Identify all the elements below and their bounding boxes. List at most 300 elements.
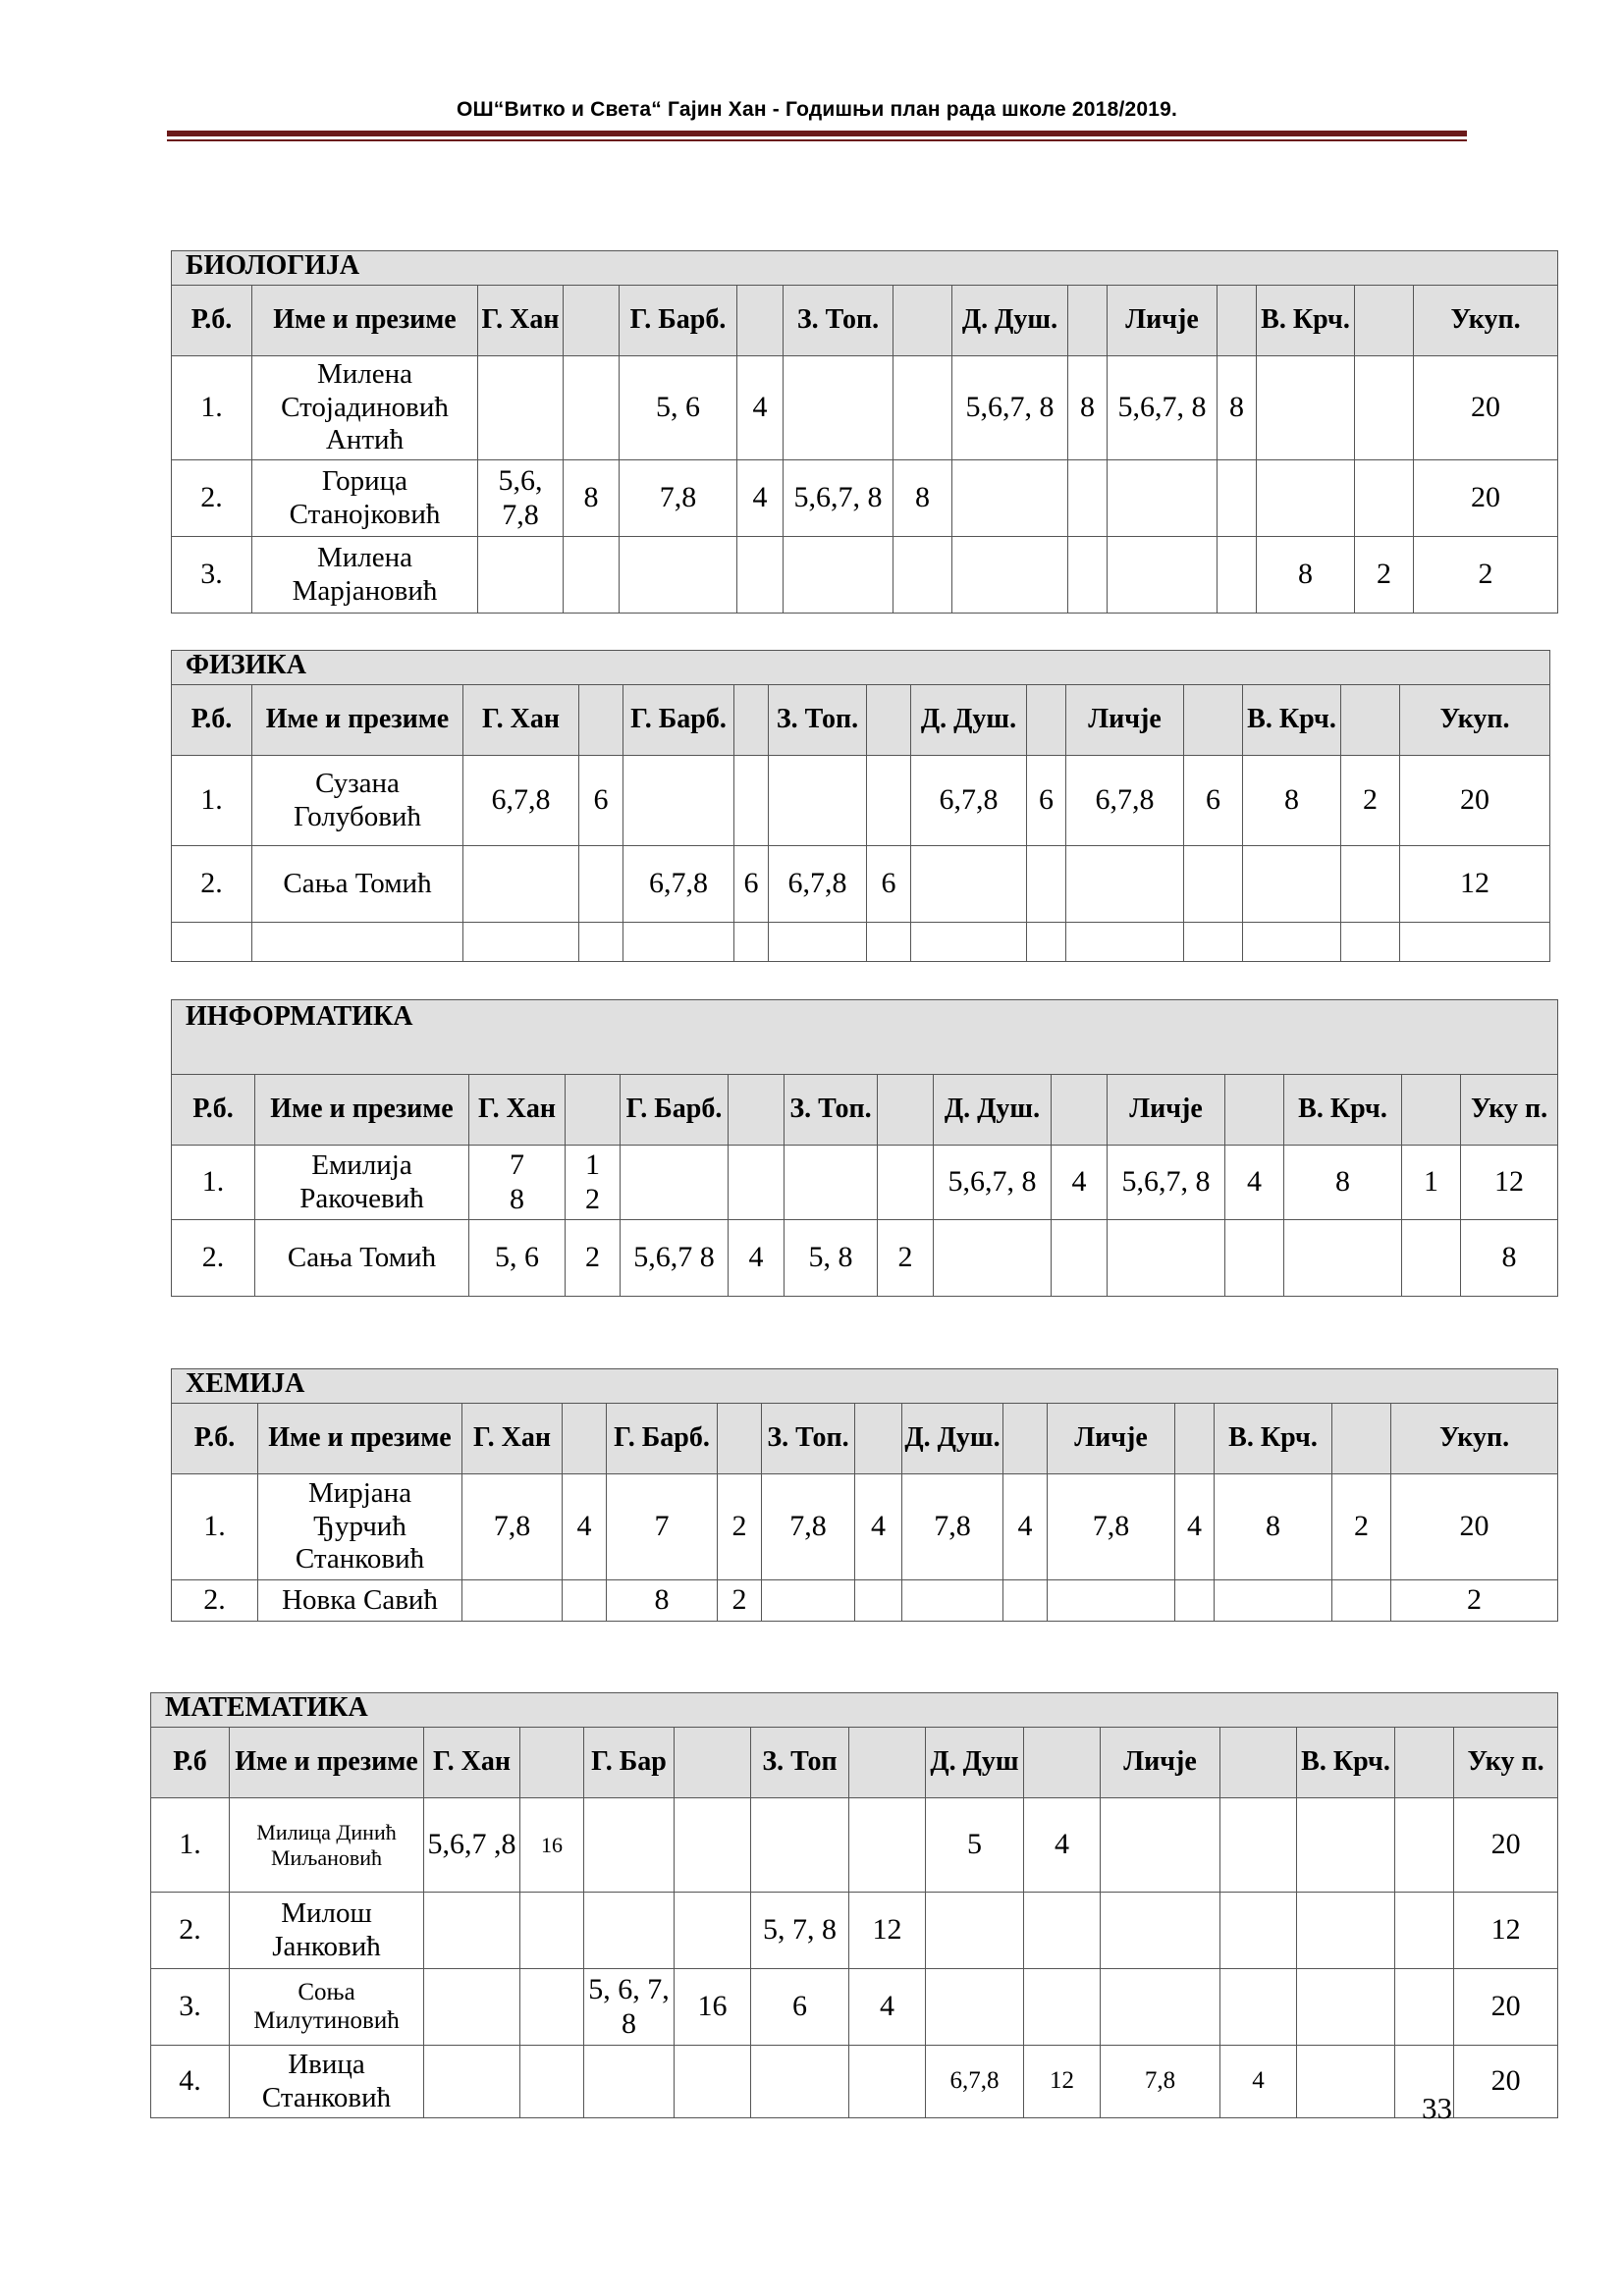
table-cell: 2. bbox=[172, 1580, 258, 1622]
page-header-title: ОШ“Витко и Света“ Гајин Хан - Годишњи план рада школе 2018/2019. bbox=[456, 98, 1178, 121]
table-cell bbox=[1297, 1969, 1395, 2046]
table-cell: 6,7,8 bbox=[463, 756, 579, 846]
table-cell-empty bbox=[734, 685, 769, 756]
table-cell: Сања Томић bbox=[252, 846, 463, 923]
table-cell-empty bbox=[1027, 685, 1066, 756]
table-row bbox=[151, 1969, 1558, 2046]
table-cell bbox=[1355, 356, 1414, 460]
table-cell bbox=[675, 2046, 751, 2118]
table-cell bbox=[424, 2046, 520, 2118]
col-header-school: Д. Душ. bbox=[911, 685, 1027, 756]
table-cell bbox=[1024, 1893, 1101, 1969]
col-header-school: Г. Барб. bbox=[623, 685, 734, 756]
table-cell bbox=[564, 537, 620, 614]
table-cell bbox=[902, 1580, 1003, 1622]
table-cell: 3. bbox=[151, 1969, 230, 2046]
table-cell: 1 2 bbox=[566, 1146, 621, 1220]
table-cell bbox=[1402, 1220, 1461, 1297]
table-cell: 1. bbox=[172, 1146, 255, 1220]
table-cell bbox=[579, 846, 623, 923]
table-cell bbox=[1108, 537, 1218, 614]
table-cell bbox=[784, 356, 893, 460]
col-header-school: Г. Бар bbox=[584, 1728, 675, 1798]
table-cell bbox=[1332, 1580, 1391, 1622]
table-cell bbox=[769, 756, 867, 846]
table-cell bbox=[952, 537, 1068, 614]
table-cell: 5, 8 bbox=[785, 1220, 878, 1297]
table-cell-empty bbox=[1402, 1075, 1461, 1146]
table-cell: 8 bbox=[1284, 1146, 1402, 1220]
table-cell bbox=[867, 756, 911, 846]
table-cell-empty bbox=[729, 1075, 785, 1146]
table-cell: 3. bbox=[172, 537, 252, 614]
table-cell-empty bbox=[1027, 923, 1066, 962]
table-row-empty bbox=[172, 923, 1550, 962]
col-header-rb: Р.б. bbox=[172, 1404, 258, 1474]
table-cell-empty bbox=[1341, 923, 1400, 962]
table-cell-empty bbox=[1400, 923, 1550, 962]
col-header-school: Личје bbox=[1101, 1728, 1220, 1798]
table-cell: 4 bbox=[737, 460, 784, 537]
table-cell: 4 bbox=[1003, 1474, 1048, 1580]
table-cell: 12 bbox=[1024, 2046, 1101, 2118]
table-cell: 2 bbox=[1332, 1474, 1391, 1580]
table-cell bbox=[584, 1893, 675, 1969]
table-cell bbox=[1215, 1580, 1332, 1622]
table-cell bbox=[1108, 460, 1218, 537]
col-header-name: Име и презиме bbox=[230, 1728, 424, 1798]
table-cell: 8 bbox=[893, 460, 952, 537]
table-cell: 5 bbox=[926, 1798, 1024, 1893]
table-cell-empty bbox=[252, 923, 463, 962]
col-header-school: Д. Душ bbox=[926, 1728, 1024, 1798]
table-cell-empty bbox=[737, 286, 784, 356]
col-header-school: Г. Хан bbox=[462, 1404, 563, 1474]
table-cell-empty bbox=[1175, 1404, 1215, 1474]
table-cell: 7,8 bbox=[902, 1474, 1003, 1580]
table-cell-empty bbox=[1024, 1728, 1101, 1798]
table-cell-empty bbox=[172, 923, 252, 962]
table-cell bbox=[584, 2046, 675, 2118]
col-header-school: В. Крч. bbox=[1284, 1075, 1402, 1146]
table-cell bbox=[1048, 1580, 1175, 1622]
table-cell-empty bbox=[1184, 685, 1243, 756]
table-cell bbox=[785, 1146, 878, 1220]
table-cell: Милош Јанковић bbox=[230, 1893, 424, 1969]
table-row bbox=[172, 1220, 1558, 1297]
table-cell bbox=[1068, 460, 1108, 537]
table-cell bbox=[784, 537, 893, 614]
table-cell bbox=[1395, 1969, 1454, 2046]
table-cell: 12 bbox=[849, 1893, 926, 1969]
table-cell: 2 bbox=[1391, 1580, 1558, 1622]
col-header-school: Г. Барб. bbox=[607, 1404, 718, 1474]
table-cell: 20 bbox=[1454, 1969, 1558, 2046]
table-cell: 4. bbox=[151, 2046, 230, 2118]
table-cell bbox=[1218, 537, 1257, 614]
table-cell-empty bbox=[463, 923, 579, 962]
table-cell-empty bbox=[769, 923, 867, 962]
table-cell: 12 bbox=[1400, 846, 1550, 923]
col-header-school: З. Топ. bbox=[769, 685, 867, 756]
table-cell-empty bbox=[623, 923, 734, 962]
table-cell bbox=[520, 2046, 584, 2118]
table-cell bbox=[849, 2046, 926, 2118]
table-cell bbox=[1355, 460, 1414, 537]
table-cell-empty bbox=[563, 1404, 607, 1474]
table-cell: 8 bbox=[564, 460, 620, 537]
table-cell-empty bbox=[1003, 1404, 1048, 1474]
section-title: ФИЗИКА bbox=[172, 651, 1550, 685]
table-cell bbox=[926, 1893, 1024, 1969]
table-cell bbox=[1027, 846, 1066, 923]
col-header-school: В. Крч. bbox=[1297, 1728, 1395, 1798]
table-cell: 1. bbox=[172, 1474, 258, 1580]
table-cell bbox=[1220, 1893, 1297, 1969]
table-cell bbox=[1101, 1969, 1220, 2046]
table-cell bbox=[1220, 1969, 1297, 2046]
table-cell: 4 bbox=[1175, 1474, 1215, 1580]
table-cell bbox=[911, 846, 1027, 923]
table-cell bbox=[737, 537, 784, 614]
table-cell-empty bbox=[849, 1728, 926, 1798]
col-header-total: Укуп. bbox=[1400, 685, 1550, 756]
table-cell: 6 bbox=[734, 846, 769, 923]
table-row bbox=[151, 1893, 1558, 1969]
table-cell: 4 bbox=[1225, 1146, 1284, 1220]
table-cell bbox=[1218, 460, 1257, 537]
table-cell: 6,7,8 bbox=[623, 846, 734, 923]
table-cell: 4 bbox=[1024, 1798, 1101, 1893]
table-cell: 4 bbox=[729, 1220, 785, 1297]
table-cell-empty bbox=[867, 923, 911, 962]
table-cell: Сузана Голубовић bbox=[252, 756, 463, 846]
table-cell-empty bbox=[579, 923, 623, 962]
col-header-school: Г. Хан bbox=[424, 1728, 520, 1798]
table-row bbox=[172, 1474, 1558, 1580]
table-cell: 5, 6 bbox=[469, 1220, 566, 1297]
table-cell-empty bbox=[1068, 286, 1108, 356]
table-cell-empty bbox=[564, 286, 620, 356]
table-cell bbox=[424, 1893, 520, 1969]
table-cell bbox=[462, 1580, 563, 1622]
col-header-school: В. Крч. bbox=[1257, 286, 1355, 356]
table-cell-empty bbox=[1184, 923, 1243, 962]
table-cell: 5,6,7 ,8 bbox=[424, 1798, 520, 1893]
table-cell-empty bbox=[867, 685, 911, 756]
table-cell: 6 bbox=[751, 1969, 849, 2046]
table-cell bbox=[1243, 846, 1341, 923]
col-header-school: Д. Душ. bbox=[952, 286, 1068, 356]
table-cell-empty bbox=[1395, 1728, 1454, 1798]
table-row bbox=[172, 846, 1550, 923]
hemija-table bbox=[171, 1368, 1558, 1622]
table-cell: 5,6,7 8 bbox=[621, 1220, 729, 1297]
col-header-name: Име и презиме bbox=[252, 286, 478, 356]
col-header-school: З. Топ. bbox=[784, 286, 893, 356]
table-cell bbox=[1341, 846, 1400, 923]
table-cell: 2 bbox=[718, 1474, 762, 1580]
table-cell bbox=[520, 1969, 584, 2046]
table-cell: 8 bbox=[607, 1580, 718, 1622]
table-cell: 8 bbox=[1068, 356, 1108, 460]
table-cell-empty bbox=[1225, 1075, 1284, 1146]
col-header-name: Име и презиме bbox=[252, 685, 463, 756]
table-row bbox=[172, 1580, 1558, 1622]
col-header-total: Укуп. bbox=[1391, 1404, 1558, 1474]
table-row bbox=[151, 2046, 1558, 2118]
table-cell bbox=[1175, 1580, 1215, 1622]
table-cell: 1 bbox=[1402, 1146, 1461, 1220]
table-cell bbox=[1297, 2046, 1395, 2118]
table-cell bbox=[1068, 537, 1108, 614]
table-cell: Новка Савић bbox=[258, 1580, 462, 1622]
page-number: 33 bbox=[1422, 2091, 1452, 2125]
table-cell: 2 bbox=[566, 1220, 621, 1297]
table-cell: 5, 6 bbox=[620, 356, 737, 460]
table-cell bbox=[1297, 1893, 1395, 1969]
table-cell: 20 bbox=[1414, 356, 1558, 460]
table-cell-empty bbox=[566, 1075, 621, 1146]
col-header-school: З. Топ. bbox=[762, 1404, 855, 1474]
table-cell-empty bbox=[1355, 286, 1414, 356]
table-cell: 20 bbox=[1391, 1474, 1558, 1580]
table-cell: 7,8 bbox=[762, 1474, 855, 1580]
table-cell-empty bbox=[1066, 923, 1184, 962]
table-cell bbox=[478, 356, 564, 460]
table-cell: 5, 7, 8 bbox=[751, 1893, 849, 1969]
table-cell: 1. bbox=[172, 356, 252, 460]
table-row bbox=[172, 756, 1550, 846]
table-cell: 5, 6, 7, 8 bbox=[584, 1969, 675, 2046]
table-cell-empty bbox=[1052, 1075, 1108, 1146]
table-cell: 2. bbox=[172, 846, 252, 923]
table-cell: 12 bbox=[1461, 1146, 1558, 1220]
table-cell: 8 bbox=[1218, 356, 1257, 460]
col-header-total: Уку п. bbox=[1454, 1728, 1558, 1798]
col-header-school: Д. Душ. bbox=[902, 1404, 1003, 1474]
table-cell bbox=[623, 756, 734, 846]
table-cell: Емилија Ракочевић bbox=[255, 1146, 469, 1220]
table-cell bbox=[1220, 1798, 1297, 1893]
table-cell bbox=[675, 1798, 751, 1893]
col-header-rb: Р.б. bbox=[172, 1075, 255, 1146]
col-header-school: Г. Барб. bbox=[621, 1075, 729, 1146]
table-cell bbox=[734, 756, 769, 846]
table-cell bbox=[1101, 1798, 1220, 1893]
table-cell: Мирјана Ђурчић Станковић bbox=[258, 1474, 462, 1580]
table-cell bbox=[1024, 1969, 1101, 2046]
table-cell: 4 bbox=[849, 1969, 926, 2046]
table-row bbox=[172, 1146, 1558, 1220]
table-cell bbox=[855, 1580, 902, 1622]
table-cell-empty bbox=[855, 1404, 902, 1474]
table-cell: 5,6, 7,8 bbox=[478, 460, 564, 537]
table-cell: 20 bbox=[1414, 460, 1558, 537]
table-cell: 2. bbox=[172, 1220, 255, 1297]
table-cell: 2 bbox=[1341, 756, 1400, 846]
table-cell-empty bbox=[579, 685, 623, 756]
fizika-table bbox=[171, 650, 1550, 962]
table-cell: 6,7,8 bbox=[926, 2046, 1024, 2118]
table-cell bbox=[621, 1146, 729, 1220]
table-cell: Милица Динић Миљановић bbox=[230, 1798, 424, 1893]
table-cell bbox=[893, 356, 952, 460]
table-cell-empty bbox=[911, 923, 1027, 962]
table-cell: 1. bbox=[172, 756, 252, 846]
table-row bbox=[172, 356, 1558, 460]
section-title: БИОЛОГИЈА bbox=[172, 251, 1558, 286]
table-row bbox=[151, 1798, 1558, 1893]
table-cell: 6 bbox=[867, 846, 911, 923]
table-row bbox=[172, 537, 1558, 614]
table-cell: 2 bbox=[878, 1220, 934, 1297]
header-rule-thin bbox=[167, 139, 1467, 141]
table-cell-empty bbox=[520, 1728, 584, 1798]
matematika-table bbox=[150, 1692, 1558, 2118]
col-header-school: Личје bbox=[1108, 1075, 1225, 1146]
col-header-school: Д. Душ. bbox=[934, 1075, 1052, 1146]
table-cell: 7,8 bbox=[620, 460, 737, 537]
table-cell: 5,6,7, 8 bbox=[1108, 1146, 1225, 1220]
table-cell bbox=[424, 1969, 520, 2046]
table-cell: 8 bbox=[1461, 1220, 1558, 1297]
header-rule bbox=[167, 131, 1467, 136]
table-cell bbox=[878, 1146, 934, 1220]
table-cell bbox=[934, 1220, 1052, 1297]
table-cell: 4 bbox=[1052, 1146, 1108, 1220]
table-cell bbox=[952, 460, 1068, 537]
col-header-name: Име и презиме bbox=[255, 1075, 469, 1146]
table-cell bbox=[584, 1798, 675, 1893]
table-cell-empty bbox=[1218, 286, 1257, 356]
table-cell: 2. bbox=[172, 460, 252, 537]
table-cell: 2 bbox=[718, 1580, 762, 1622]
col-header-school: Г. Барб. bbox=[620, 286, 737, 356]
table-cell: 4 bbox=[737, 356, 784, 460]
table-cell: 6 bbox=[1184, 756, 1243, 846]
table-cell bbox=[520, 1893, 584, 1969]
col-header-rb: Р.б. bbox=[172, 685, 252, 756]
table-cell bbox=[1257, 356, 1355, 460]
table-cell bbox=[1395, 1798, 1454, 1893]
table-cell: 7 bbox=[607, 1474, 718, 1580]
col-header-school: В. Крч. bbox=[1243, 685, 1341, 756]
table-cell: 2 bbox=[1355, 537, 1414, 614]
table-cell: 2 bbox=[1414, 537, 1558, 614]
table-cell bbox=[1052, 1220, 1108, 1297]
table-cell: 5,6,7, 8 bbox=[952, 356, 1068, 460]
table-cell: 8 bbox=[1257, 537, 1355, 614]
table-cell bbox=[893, 537, 952, 614]
table-cell: 1. bbox=[151, 1798, 230, 1893]
col-header-school: З. Топ. bbox=[785, 1075, 878, 1146]
table-cell bbox=[675, 1893, 751, 1969]
col-header-school: Г. Хан bbox=[478, 286, 564, 356]
table-cell bbox=[1225, 1220, 1284, 1297]
table-cell: 5,6,7, 8 bbox=[934, 1146, 1052, 1220]
table-cell: 2. bbox=[151, 1893, 230, 1969]
table-cell bbox=[762, 1580, 855, 1622]
table-cell: 20 bbox=[1400, 756, 1550, 846]
table-cell bbox=[1184, 846, 1243, 923]
table-cell-empty bbox=[675, 1728, 751, 1798]
table-cell-empty bbox=[718, 1404, 762, 1474]
table-cell-empty bbox=[893, 286, 952, 356]
col-header-total: Уку п. bbox=[1461, 1075, 1558, 1146]
table-cell-empty bbox=[1332, 1404, 1391, 1474]
col-header-school: Личје bbox=[1108, 286, 1218, 356]
table-cell: 16 bbox=[520, 1798, 584, 1893]
table-cell: 8 bbox=[1215, 1474, 1332, 1580]
table-cell bbox=[1108, 1220, 1225, 1297]
table-cell: 6,7,8 bbox=[1066, 756, 1184, 846]
col-header-school: Личје bbox=[1066, 685, 1184, 756]
table-cell bbox=[563, 1580, 607, 1622]
col-header-name: Име и презиме bbox=[258, 1404, 462, 1474]
table-cell: Милена Марјановић bbox=[252, 537, 478, 614]
table-cell: 12 bbox=[1454, 1893, 1558, 1969]
table-cell bbox=[1284, 1220, 1402, 1297]
table-cell bbox=[729, 1146, 785, 1220]
table-cell bbox=[564, 356, 620, 460]
col-header-total: Укуп. bbox=[1414, 286, 1558, 356]
table-cell: 16 bbox=[675, 1969, 751, 2046]
table-cell: 6 bbox=[579, 756, 623, 846]
table-row bbox=[172, 460, 1558, 537]
col-header-school: Личје bbox=[1048, 1404, 1175, 1474]
table-cell: Милена Стојадиновић Антић bbox=[252, 356, 478, 460]
table-cell bbox=[926, 1969, 1024, 2046]
table-cell: 6,7,8 bbox=[769, 846, 867, 923]
table-cell bbox=[1066, 846, 1184, 923]
col-header-rb: Р.б. bbox=[172, 286, 252, 356]
table-cell-empty bbox=[1243, 923, 1341, 962]
section-title: ИНФОРМАТИКА bbox=[172, 1000, 1558, 1075]
table-cell: 7,8 bbox=[1101, 2046, 1220, 2118]
table-cell: 6,7,8 bbox=[911, 756, 1027, 846]
table-cell bbox=[1101, 1893, 1220, 1969]
table-cell: 5,6,7, 8 bbox=[1108, 356, 1218, 460]
table-cell bbox=[751, 2046, 849, 2118]
table-cell bbox=[620, 537, 737, 614]
section-title: ХЕМИЈА bbox=[172, 1369, 1558, 1404]
table-cell: 6 bbox=[1027, 756, 1066, 846]
table-cell bbox=[1395, 1893, 1454, 1969]
table-cell bbox=[478, 537, 564, 614]
biologija-table bbox=[171, 250, 1558, 614]
table-cell: 4 bbox=[1220, 2046, 1297, 2118]
table-cell: Ивица Станковић bbox=[230, 2046, 424, 2118]
table-cell bbox=[849, 1798, 926, 1893]
table-cell bbox=[1297, 1798, 1395, 1893]
table-cell: 4 bbox=[855, 1474, 902, 1580]
table-cell: 20 bbox=[1454, 1798, 1558, 1893]
table-cell: 8 bbox=[1243, 756, 1341, 846]
col-header-school: В. Крч. bbox=[1215, 1404, 1332, 1474]
table-cell bbox=[463, 846, 579, 923]
table-cell-empty bbox=[1341, 685, 1400, 756]
col-header-school: Г. Хан bbox=[469, 1075, 566, 1146]
table-cell: 7,8 bbox=[1048, 1474, 1175, 1580]
col-header-school: З. Топ bbox=[751, 1728, 849, 1798]
table-cell: Соња Милутиновић bbox=[230, 1969, 424, 2046]
table-cell-empty bbox=[734, 923, 769, 962]
table-cell: 7,8 bbox=[462, 1474, 563, 1580]
col-header-rb: Р.б bbox=[151, 1728, 230, 1798]
table-cell-empty bbox=[1220, 1728, 1297, 1798]
table-cell-empty bbox=[878, 1075, 934, 1146]
